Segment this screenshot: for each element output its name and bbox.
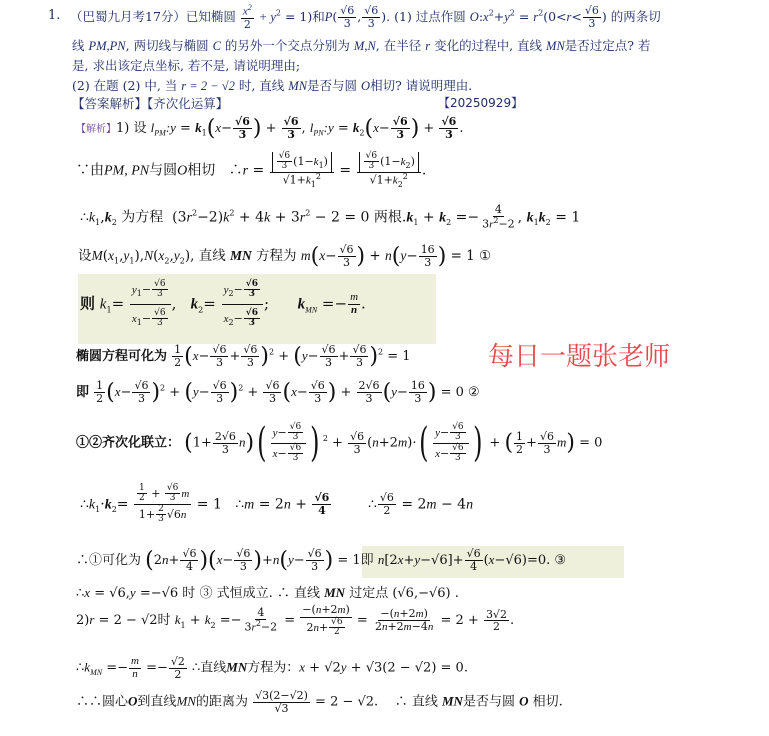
- ellipse-x2-over-2: $\frac{x^2}{2}$: [242, 3, 252, 32]
- problem-line-2: 线 PM,PN, 两切线与椭圆 C 的另外一个交点分别为 M,N, 在半径 r 变化的过程中, 直线 MN是否过定点? 若: [72, 38, 651, 53]
- solution-step-10: ∴①可化为 (2n+ $\frac{√6}{4}$ )(x− $\frac{√6}{3}$ )+n(y− $\frac{√6}{3}$ ) = 1即 n[2x+y−√6]+ $\frac{√6}{4}$ (x−√6)=0. ③: [76, 547, 567, 573]
- problem-given: 已知椭圆: [185, 8, 236, 24]
- answer-header-date: 【20250929】: [438, 96, 524, 110]
- solution-step-11: ∴x = √6,y =−√6 时 ③ 式恒成立. ∴ 直线 MN 过定点 (√6,−√6) .: [76, 585, 459, 601]
- part1-label: (1) 过点作圆: [394, 8, 466, 24]
- and-label: 和: [312, 8, 325, 24]
- solution-step-2: ∵由PM, PN与圆O相切 ∴r = $\frac{√6}{3}$ $(1-k_1)$ $√1+k_1^2$ = $\frac{√6}{3}$ $(1-k_2)$ $√1+k_2^2$ .: [76, 151, 427, 189]
- solution-step-9: $\therefore k_1\cdot k_2=$ $\frac{1}{2}$ + $\frac{√6}{3}$ m 1+ $\frac{2}{3}$ √6n = 1 ∴m = 2n + $\frac{√6}{4}$ ∴ $\frac{√6}{2}$ = 2m − 4n: [80, 483, 474, 525]
- analysis-tag: 【解析】: [76, 124, 116, 135]
- solution-step-7: 即 $\frac{1}{2}$ (x− $\frac{√6}{3}$ )$^2$ + (y− $\frac{√6}{3}$ )$^2$ + $\frac{√6}{3}$ (x− $\frac{√6}{3}$ ) + $\frac{2√6}{3}$ (y− $\frac{16}{3}$ ) = 0 ②: [76, 379, 480, 405]
- solution-step-13: $\therefore k_{MN}$ =− $\frac{m}{n}$ =− $\frac{√2}{2}$ ∴直线MN方程为：x + √2y + √3(2 − √2) = 0.: [76, 655, 468, 681]
- watermark: 每日一题张老师: [488, 342, 671, 372]
- solution-step-12: 2)r = 2 − √2时 $k_1 + k_2$ =− $\frac{4}{3r^2-2}$ = −(n+2m) 2n+ $\frac{√6}{2}$ = $\frac{-(n+2m)}{2n+2m-4n}$ = 2 + $\frac{3√2}{2}$ .: [76, 603, 515, 637]
- solution-step-8: ①②齐次化联立： (1+ $\frac{2√6}{3}$ n)( y− $\frac{√6}{3}$ x− $\frac{√6}{3}$ ) $^2$ + $\frac{√6}{3}$ (n+2m)·( y− $\frac{√6}{3}$ x− $\frac{√6}{3}$ ) + ( $\frac{1}{2}$ + $\frac{√6}{3}$ m) = 0: [76, 420, 603, 466]
- problem-number: 1.: [48, 8, 61, 23]
- tangents-label: 的两条切: [610, 8, 661, 24]
- problem-line-1: （巴蜀九月考17分）已知椭圆 $\frac{x^2}{2}$ + $y^2 = 1$)和P( $\frac{√6}{3}$ , $\frac{√6}{3}$ ). (1) 过点作圆 $O:x^2+y^2 = r^2(0<r<$ $\frac{√6}{3}$ ) 的两条切: [70, 3, 661, 32]
- problem-source: （巴蜀九月考17分）: [70, 8, 186, 24]
- solution-step-14: ∴∴圆心O到直线MN的距离为 $\frac{√3(2-√2)}{√3}$ = 2 − √2. ∴ 直线 MN是否与圆 O 相切.: [76, 689, 563, 715]
- problem-line-4: (2) 在题 (2) 中, 当 r = 2 − √2 时, 直线 MN是否与圆 O相切? 请说明理由.: [72, 78, 473, 93]
- solution-step-5: 则 $k_1=$ $y_1-$ $\frac{√6}{3}$ $x_1-$ $\frac{√6}{3}$ , $k_2=$ $y_2-$ $\frac{√6}{3}$ $x_2-$ $\frac{√6}{3}$ ; $k_{MN}$ =− $\frac{m}{n}$ .: [80, 279, 366, 329]
- answer-header-label: 【答案解析】【齐次化运算】: [72, 96, 229, 111]
- solution-step-3: $\therefore k_1,k_2$ 为方程 $(3r^2-2)k^2 + 4k + 3r^2 - 2 = 0$ 两根$.k_1 + k_2$ =− $\frac{4}{3r^2-2}$ , $k_1k_2 = 1$: [80, 203, 581, 231]
- problem-line-3: 是, 求出该定点坐标, 若不是, 请说明理由;: [72, 58, 301, 73]
- solution-step-1: 【解析】1) 设 $l_{PM}:y = k_1(x-$ $\frac{√6}{3}$ ) + $\frac{√6}{3}$ , $l_{PN}:y = k_2(x-$ $\frac{√6}{3}$ ) + $\frac{√6}{3}$ .: [76, 115, 464, 141]
- solution-step-6: 椭圆方程可化为 $\frac{1}{2}$ (x− $\frac{√6}{3}$ + $\frac{√6}{3}$ )$^2$ + (y− $\frac{√6}{3}$ + $\frac{√6}{3}$ )$^2$ = 1: [76, 343, 411, 369]
- solution-step-4: 设$M(x_1,y_1),N(x_2,y_2)$, 直线 MN 方程为 m(x− $\frac{√6}{3}$ ) + n(y− $\frac{16}{3}$ ) = 1 ①: [78, 243, 492, 269]
